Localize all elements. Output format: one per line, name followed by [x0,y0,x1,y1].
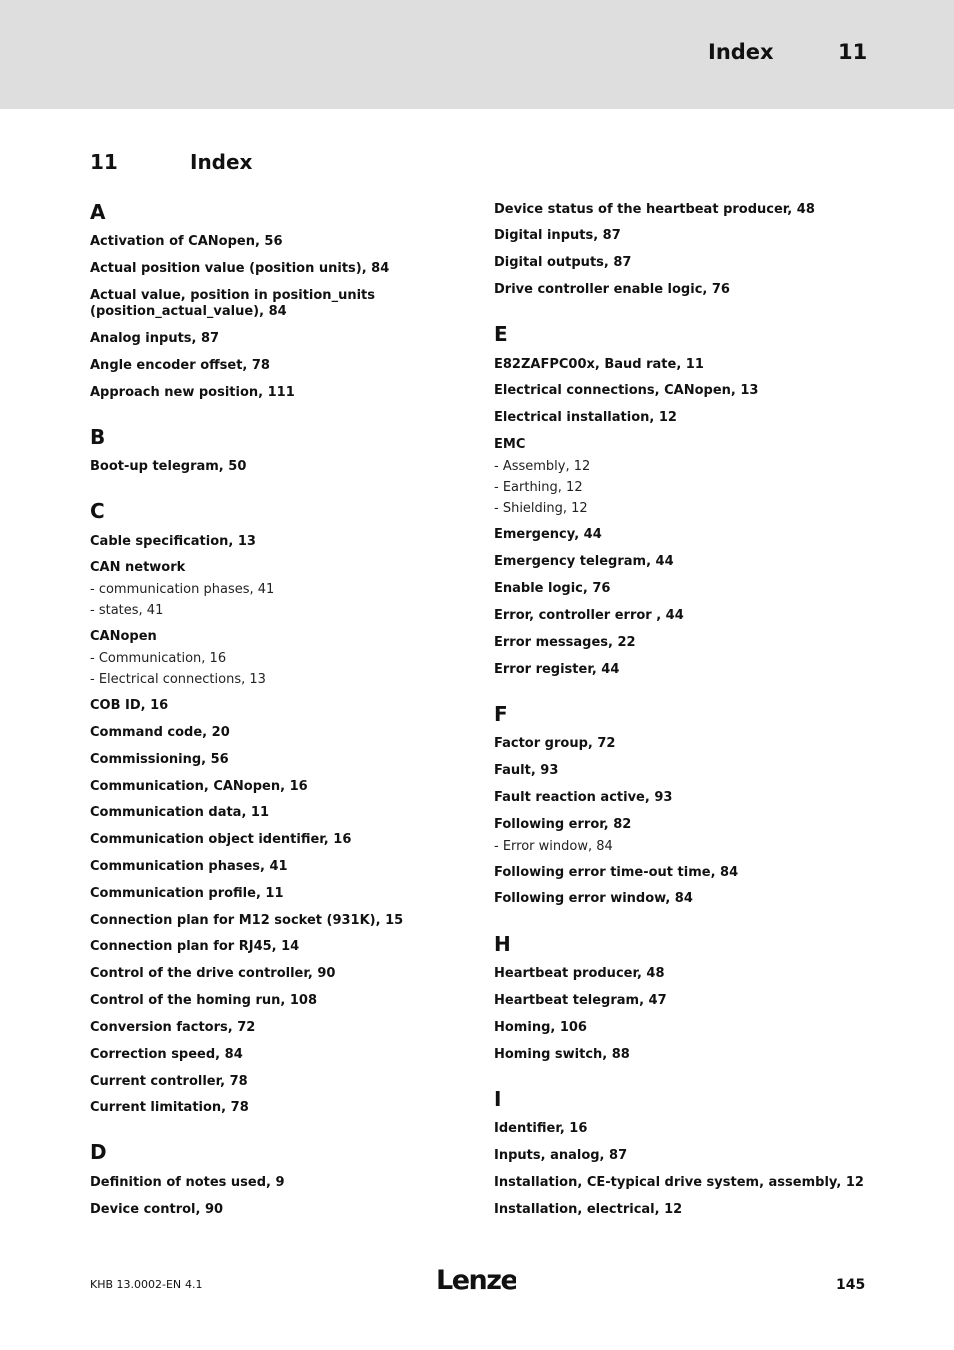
index-entry[interactable]: Current controller, 78 [90,1074,248,1089]
index-entry[interactable]: Control of the drive controller, 90 [90,966,336,981]
page-number: 145 [836,1277,866,1293]
index-entry[interactable]: CAN network [90,560,186,575]
index-entry[interactable]: Conversion factors, 72 [90,1020,256,1035]
index-entry[interactable]: Digital outputs, 87 [494,255,632,270]
index-entry[interactable]: Control of the homing run, 108 [90,993,317,1008]
index-entry[interactable]: Actual value, position in position_units (position_actual_value), 84 [90,288,375,319]
index-letter-h: H [494,932,511,956]
index-letter-c: C [90,499,105,523]
index-entry[interactable]: Following error window, 84 [494,891,693,906]
index-entry[interactable]: Communication object identifier, 16 [90,832,352,847]
index-entry[interactable]: Electrical connections, CANopen, 13 [494,383,759,398]
index-letter-e: E [494,322,508,346]
index-entry[interactable]: Identifier, 16 [494,1121,588,1136]
index-letter-b: B [90,425,106,449]
index-entry[interactable]: Angle encoder offset, 78 [90,358,270,373]
index-entry[interactable]: Definition of notes used, 9 [90,1175,285,1190]
index-entry[interactable]: Activation of CANopen, 56 [90,234,283,249]
index-entry[interactable]: Drive controller enable logic, 76 [494,282,730,297]
chapter-title: Index [190,150,253,174]
index-entry[interactable]: Homing switch, 88 [494,1047,630,1062]
index-entry[interactable]: Homing, 106 [494,1020,587,1035]
footer-document-id: KHB 13.0002-EN [90,1278,182,1291]
index-entry[interactable]: Analog inputs, 87 [90,331,220,346]
lenze-logo-text: Lenze [436,1265,516,1296]
index-subentry[interactable]: - states, 41 [90,603,164,618]
index-entry[interactable]: E82ZAFPC00x, Baud rate, 11 [494,357,704,372]
index-entry[interactable]: Device status of the heartbeat producer, 48 [494,202,815,217]
index-entry[interactable]: Emergency telegram, 44 [494,554,674,569]
index-entry[interactable]: Connection plan for RJ45, 14 [90,939,300,954]
index-letter-i: I [494,1087,502,1111]
index-entry[interactable]: Connection plan for M12 socket (931K), 15 [90,913,404,928]
index-entry[interactable]: Error, controller error , 44 [494,608,684,623]
index-letter-d: D [90,1140,107,1164]
index-entry[interactable]: EMC [494,437,526,452]
index-entry[interactable]: Heartbeat producer, 48 [494,966,665,981]
index-subentry[interactable]: - Communication, 16 [90,651,227,666]
index-subentry[interactable]: - Earthing, 12 [494,480,583,495]
index-entry[interactable]: Communication phases, 41 [90,859,288,874]
index-entry[interactable]: Heartbeat telegram, 47 [494,993,667,1008]
index-entry[interactable]: Error messages, 22 [494,635,636,650]
index-entry[interactable]: Electrical installation, 12 [494,410,677,425]
index-entry[interactable]: Installation, CE-typical drive system, assembly, 12 [494,1175,864,1190]
index-entry[interactable]: Commissioning, 56 [90,752,229,767]
index-entry[interactable]: Inputs, analog, 87 [494,1148,628,1163]
index-entry[interactable]: Fault, 93 [494,763,559,778]
header-chapter-number: 11 [838,40,868,64]
index-entry[interactable]: Installation, electrical, 12 [494,1202,683,1217]
footer-version: 4.1 [185,1278,203,1291]
index-entry[interactable]: Cable specification, 13 [90,534,256,549]
index-subentry[interactable]: - Electrical connections, 13 [90,672,266,687]
index-entry[interactable]: Device control, 90 [90,1202,224,1217]
index-letter-a: A [90,200,106,224]
header-title: Index [708,40,774,64]
index-subentry[interactable]: - Error window, 84 [494,839,613,854]
index-subentry[interactable]: - Shielding, 12 [494,501,588,516]
index-entry[interactable]: Actual position value (position units), 84 [90,261,390,276]
index-entry[interactable]: Communication, CANopen, 16 [90,779,308,794]
index-entry[interactable]: Boot-up telegram, 50 [90,459,247,474]
index-entry[interactable]: Correction speed, 84 [90,1047,243,1062]
index-entry[interactable]: COB ID, 16 [90,698,169,713]
index-entry[interactable]: CANopen [90,629,157,644]
index-entry[interactable]: Current limitation, 78 [90,1100,249,1115]
index-subentry[interactable]: - communication phases, 41 [90,582,275,597]
index-entry[interactable]: Communication data, 11 [90,805,270,820]
index-entry[interactable]: Command code, 20 [90,725,230,740]
index-entry[interactable]: Factor group, 72 [494,736,616,751]
index-entry[interactable]: Error register, 44 [494,662,620,677]
index-entry[interactable]: Communication profile, 11 [90,886,284,901]
index-entry[interactable]: Digital inputs, 87 [494,228,621,243]
index-entry[interactable]: Following error, 82 [494,817,632,832]
index-letter-f: F [494,702,508,726]
lenze-logo-graphic [436,1264,516,1296]
chapter-number: 11 [90,150,118,174]
index-entry[interactable]: Enable logic, 76 [494,581,611,596]
index-entry[interactable]: Fault reaction active, 93 [494,790,673,805]
index-entry[interactable]: Emergency, 44 [494,527,602,542]
index-entry[interactable]: Approach new position, 111 [90,385,295,400]
index-entry[interactable]: Following error time-out time, 84 [494,865,739,880]
lenze-logo [436,1264,516,1300]
header-band [0,0,954,109]
index-subentry[interactable]: - Assembly, 12 [494,459,591,474]
